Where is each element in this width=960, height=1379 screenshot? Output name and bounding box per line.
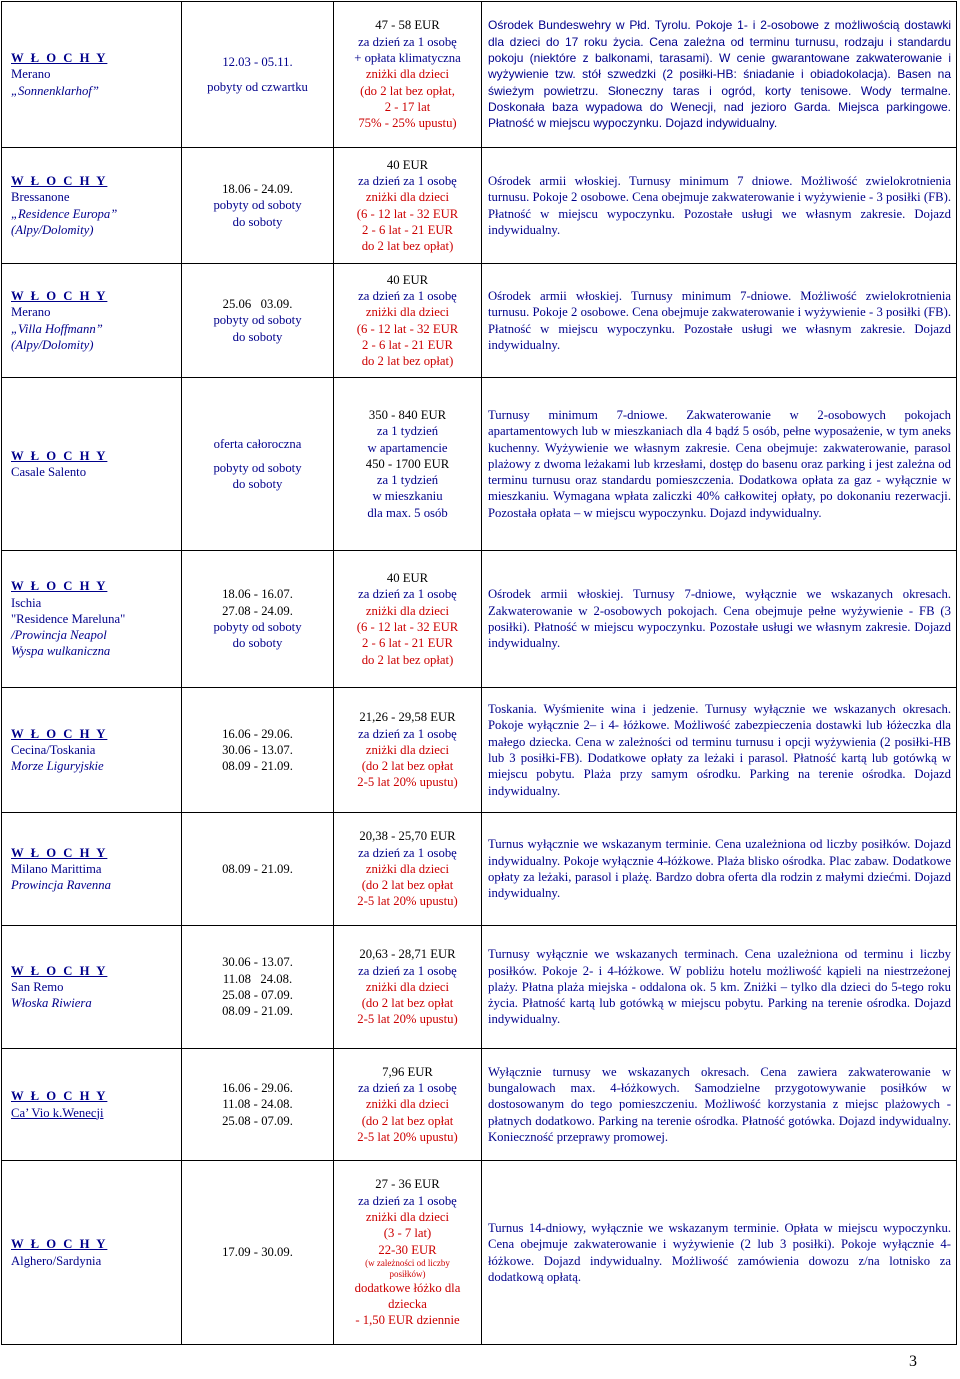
- offer-description: Turnus 14-dniowy, wyłącznie we wskazanym terminie. Opłata w miejscu wypoczynku. Cena obejmuje zakwaterowanie i wyżywienie (2 lub 3 posiłki). Pokoje wyłącznie 4-łóżkowe. Dojazd indywidualny. Możliwość zamówienia dowozu z/na lotnisko za dodatkową opłatą.: [488, 1220, 951, 1284]
- price-line: 2 - 6 lat - 21 EUR: [362, 636, 453, 651]
- price-amount: 20,38 - 25,70 EUR: [359, 829, 456, 844]
- table-row: [2, 378, 957, 551]
- price-line: za 1 tydzień: [376, 424, 439, 439]
- hotel-name: „Sonnenklarhof”: [11, 83, 99, 98]
- description-cell: [482, 1161, 957, 1345]
- location-cell: [2, 813, 182, 926]
- price-line: (do 2 lat bez opłat: [361, 878, 454, 893]
- price-cell: [334, 1161, 482, 1345]
- dates-cell: [182, 1049, 334, 1161]
- price-cell: [334, 813, 482, 926]
- price-line: dla max. 5 osób: [367, 505, 448, 520]
- date-range: 30.06 - 13.07.: [222, 955, 293, 970]
- price-amount: 40 EUR: [386, 272, 429, 287]
- price-line: do 2 lat bez opłat): [361, 354, 454, 369]
- hotel-name: „Residence Europa”: [11, 206, 118, 221]
- offer-description: Turnusy minimum 7-dniowe. Zakwaterowanie w 2-osobowych pokojach apartamentowych lub w mieszkaniach dla 4 bądź 5 osób, pełne wyposażenie, w tym aneks kuchenny. Wyżywienie we własnym zakresie. Cena obejmuje: zakwaterowanie, parasol plażowy z dwoma leżakami lub krzesłami, dostęp do basenu oraz parking i jest zależna od terminu turnusu oraz standardu pomieszczenia. Dodatkowa opłata za gaz - wyłącznie w mieszkaniu. Wymagana wpłata zaliczki 40% całkowitej opłaty, po dokonaniu rezerwacji. Pozostała opłata – w miejscu wypoczynku. Dojazd indywidualny.: [488, 407, 951, 520]
- price-amount: 7,96 EUR: [382, 1064, 433, 1079]
- price-line: (6 - 12 lat - 32 EUR: [356, 206, 459, 221]
- place-name: San Remo: [11, 979, 64, 994]
- location-cell: [2, 688, 182, 813]
- dates-cell: [182, 551, 334, 688]
- price-line: + opłata klimatyczna: [354, 51, 461, 66]
- date-range: 08.09 - 21.09.: [222, 759, 293, 774]
- stay-info: pobyty od soboty do soboty: [213, 313, 302, 344]
- table-row: [2, 1161, 957, 1345]
- price-line: dodatkowe łóżko dla dziecka: [354, 1280, 461, 1312]
- country-label: W Ł O C H Y: [11, 1237, 108, 1252]
- price-line: zniżki dla dzieci: [365, 1209, 450, 1224]
- country-label: W Ł O C H Y: [11, 1089, 108, 1104]
- country-label: W Ł O C H Y: [11, 448, 108, 463]
- price-line: 75% - 25% upustu): [358, 116, 457, 131]
- date-range: 27.08 - 24.09.: [222, 603, 293, 618]
- price-line: zniżki dla dzieci: [365, 603, 450, 618]
- location-cell: [2, 926, 182, 1049]
- place-name: Merano: [11, 305, 51, 320]
- date-range: 16.06 - 29.06.: [222, 726, 293, 741]
- location-cell: [2, 1161, 182, 1345]
- region-name: Wyspa wulkaniczna: [11, 644, 111, 659]
- country-label: W Ł O C H Y: [11, 288, 108, 303]
- price-amount: 40 EUR: [386, 571, 429, 586]
- price-amount: 27 - 36 EUR: [375, 1177, 440, 1192]
- price-line: zniżki dla dzieci: [365, 742, 450, 757]
- price-line: do 2 lat bez opłat): [361, 239, 454, 254]
- hotel-name: „Villa Hoffmann”: [11, 321, 103, 336]
- date-range: 11.08 24.08.: [222, 971, 293, 986]
- price-line: (do 2 lat bez opłat: [361, 759, 454, 774]
- price-cell: [334, 688, 482, 813]
- location-cell: [2, 264, 182, 378]
- place-name: Alghero/Sardynia: [11, 1253, 102, 1268]
- price-line: w apartamencie: [367, 440, 448, 455]
- price-amount: 21,26 - 29,58 EUR: [359, 710, 456, 725]
- date-range: 25.06 03.09.: [222, 297, 293, 312]
- region-name: (Alpy/Dolomity): [11, 222, 94, 237]
- table-row: [2, 148, 957, 264]
- price-line: za dzień za 1 osobę: [358, 288, 457, 303]
- table-row: [2, 688, 957, 813]
- description-cell: [482, 148, 957, 264]
- date-range: 08.09 - 21.09.: [222, 861, 293, 876]
- date-range: oferta całoroczna: [213, 436, 302, 451]
- price-line: w mieszkaniu: [372, 489, 443, 504]
- price-line: zniżki dla dzieci: [365, 861, 450, 876]
- price-line: 2-5 lat 20% upustu): [357, 1129, 458, 1144]
- price-amount: 40 EUR: [386, 157, 429, 172]
- place-name: Merano: [11, 67, 51, 82]
- description-cell: [482, 264, 957, 378]
- price-amount: 450 - 1700 EUR: [365, 456, 450, 471]
- date-range: 25.08 - 07.09.: [222, 1113, 293, 1128]
- price-cell: [334, 1049, 482, 1161]
- place-name: Casale Salento: [11, 465, 87, 479]
- place-name: Milano Marittima: [11, 861, 102, 876]
- price-line: 2 - 6 lat - 21 EUR: [362, 337, 453, 352]
- table-row: [2, 2, 957, 148]
- table-row: [2, 264, 957, 378]
- price-line: za dzień za 1 osobę: [358, 845, 457, 860]
- price-line: (do 2 lat bez opłat,: [360, 83, 455, 98]
- price-line: 22-30 EUR: [378, 1242, 437, 1257]
- stay-info: pobyty od soboty do soboty: [213, 460, 302, 492]
- stay-info: pobyty od soboty do soboty: [213, 620, 302, 651]
- price-line: 2-5 lat 20% upustu): [357, 1012, 458, 1027]
- offer-description: Ośrodek Bundeswehry w Płd. Tyrolu. Pokoje 1- i 2-osobowe z możliwością dostawki dla dzieci do 17 roku życia. Cena zależna od terminu turnusu, rodzaju i standardu pokoju (niektóre z balkonami, tarasami). W cenie gwarantowane zakwaterowanie i wyżywienie tzw. stół szwedzki (2 posiłki-HB: śniadanie i obiadokolacja). Basen na świeżym powietrzu. Słoneczny taras i ogród, korty tenisowe. Wody termalne. Doskonała baza wypadowa do Wenecji, nad jezioro Garda. Miejsca parkingowe. Płatność w miejscu wypoczynku. Dojazd indywidualny.: [488, 18, 951, 131]
- price-line: za dzień za 1 osobę: [358, 587, 457, 602]
- price-line: za dzień za 1 osobę: [358, 1081, 457, 1096]
- description-cell: [482, 1049, 957, 1161]
- page-number: 3: [909, 1353, 917, 1370]
- price-line: za dzień za 1 osobę: [358, 963, 457, 978]
- price-line: zniżki dla dzieci: [365, 67, 450, 82]
- table-row: [2, 813, 957, 926]
- price-line: za 1 tydzień: [376, 473, 439, 488]
- price-line: do 2 lat bez opłat): [361, 652, 454, 667]
- date-range: 08.09 - 21.09.: [222, 1004, 293, 1019]
- date-range: 11.08 - 24.08.: [222, 1097, 293, 1112]
- table-row: [2, 926, 957, 1049]
- location-cell: [2, 1049, 182, 1161]
- offer-description: Ośrodek armii włoskiej. Turnusy minimum 7 dniowe. Możliwość zwielokrotnienia turnusu. Pokoje 2 osobowe. Cena obejmuje zakwaterowanie i wyżywienie - 3 posiłki (FB). Płatność w miejscu wypoczynku. Pozostałe usługi we własnym zakresie. Dojazd indywidualny.: [488, 173, 951, 237]
- date-range: 18.06 - 16.07.: [222, 587, 293, 602]
- offer-description: Wyłącznie turnusy we wskazanych okresach. Cena zawiera zakwaterowanie w bungalowach max. 4-łóżkowych. Samodzielne przygotowywanie posiłków w dostosowanym do tego pomieszczeniu. Możliwość korzystania z miejsc plażowych - płatnych dodatkowo. Parking na terenie ośrodka. Płatność gotówka. Dojazd indywidualny. Konieczność przeprawy promowej.: [488, 1064, 951, 1144]
- dates-cell: [182, 378, 334, 551]
- date-range: 25.08 - 07.09.: [222, 988, 293, 1002]
- dates-cell: [182, 148, 334, 264]
- description-cell: [482, 813, 957, 926]
- place-name: Cecina/Toskania: [11, 742, 96, 757]
- dates-cell: [182, 926, 334, 1049]
- location-cell: [2, 378, 182, 551]
- table-row: [2, 551, 957, 688]
- price-cell: [334, 551, 482, 688]
- stay-info: pobyty od soboty do soboty: [213, 198, 302, 229]
- region-name: Prowincja Ravenna: [11, 878, 111, 893]
- offer-description: Turnusy wyłącznie we wskazanych terminach. Cena uzależniona od terminu i liczby posiłków. Pokoje 2- i 4-łóżkowe. W pobliżu hotelu możliwość kąpieli na niestrzeżonej plaży. Płatna plaża miejska - oddalona ok. 5 km. Zniżki – tylko dla dzieci do 5-tego roku życia. Płatność kartą lub gotówką w miejscu pobytu. Parking na terenie ośrodka. Dojazd indywidualny.: [488, 947, 951, 1027]
- region-name: Morze Liguryjskie: [11, 759, 104, 774]
- price-amount: 350 - 840 EUR: [368, 407, 447, 422]
- price-line: zniżki dla dzieci: [365, 190, 450, 205]
- offer-description: Ośrodek armii włoskiej. Turnusy 7-dniowe, wyłącznie we wskazanych okresach. Zakwaterowanie w 2-osobowych pokojach. Cena obejmuje pełne wyżywienie - FB (3 posiłki). Płatność w miejscu wypoczynku. Pozostałe usługi we własnym zakresie. Dojazd indywidualny.: [488, 587, 951, 651]
- price-line: za dzień za 1 osobę: [358, 34, 457, 49]
- country-label: W Ł O C H Y: [11, 579, 108, 594]
- price-line: (3 - 7 lat): [383, 1226, 432, 1241]
- region-name: (Alpy/Dolomity): [11, 337, 94, 352]
- date-range: 17.09 - 30.09.: [222, 1245, 293, 1260]
- offer-description: Turnus wyłącznie we wskazanym terminie. Cena uzależniona od liczby posiłków. Dojazd indywidualny. Pokoje wyłącznie 4-łóżkowe. Plaża blisko ośrodka. Plac zabaw. Dodatkowe opłaty za leżaki, parasol i plażę. Bardzo dobra oferta dla rodzin z małymi dziećmi. Dojazd indywidualny.: [488, 837, 951, 901]
- place-name: Bressanone: [11, 190, 70, 205]
- offers-table: [1, 1, 957, 1345]
- country-label: W Ł O C H Y: [11, 726, 108, 741]
- price-line: (6 - 12 lat - 32 EUR: [356, 620, 459, 634]
- country-label: W Ł O C H Y: [11, 963, 108, 978]
- price-line: 2-5 lat 20% upustu): [357, 775, 458, 790]
- price-line: (6 - 12 lat - 32 EUR: [356, 321, 459, 336]
- price-line: - 1,50 EUR dziennie: [355, 1313, 460, 1328]
- price-line: 2 - 6 lat - 21 EUR: [362, 222, 453, 237]
- stay-info: pobyty od czwartku: [207, 79, 308, 94]
- location-cell: [2, 551, 182, 688]
- offer-description: Ośrodek armii włoskiej. Turnusy minimum 7-dniowe. Możliwość zwielokrotnienia turnusu. Pokoje 2 osobowe. Cena obejmuje zakwaterowanie i wyżywienie - 3 posiłki (FB). Płatność w miejscu wypoczynku. Pozostałe usługi we własnym zakresie. Dojazd indywidualny.: [488, 288, 951, 352]
- price-line: zniżki dla dzieci: [365, 979, 450, 994]
- price-cell: [334, 2, 482, 148]
- place-name: Ca’ Vio k.Wenecji: [11, 1105, 104, 1120]
- region-name: Włoska Riwiera: [11, 996, 92, 1011]
- price-cell: [334, 926, 482, 1049]
- dates-cell: [182, 2, 334, 148]
- price-line: za dzień za 1 osobę: [358, 726, 457, 741]
- price-line: zniżki dla dzieci: [365, 1097, 450, 1112]
- price-line: 2-5 lat 20% upustu): [357, 894, 458, 909]
- price-line: zniżki dla dzieci: [365, 305, 450, 320]
- price-line: (w zależności od liczby posiłków): [365, 1257, 450, 1279]
- price-line: (do 2 lat bez opłat: [361, 1113, 454, 1128]
- hotel-name: "Residence Mareluna": [11, 611, 126, 626]
- description-cell: [482, 688, 957, 813]
- date-range: 18.06 - 24.09.: [222, 182, 293, 197]
- price-amount: 47 - 58 EUR: [375, 18, 440, 33]
- place-name: Ischia: [11, 595, 42, 610]
- dates-cell: [182, 688, 334, 813]
- price-line: za dzień za 1 osobę: [358, 173, 457, 188]
- location-cell: [2, 2, 182, 148]
- description-cell: [482, 2, 957, 148]
- country-label: W Ł O C H Y: [11, 845, 108, 860]
- price-amount: 20,63 - 28,71 EUR: [359, 947, 456, 962]
- price-cell: [334, 148, 482, 264]
- description-cell: [482, 378, 957, 551]
- description-cell: [482, 926, 957, 1049]
- country-label: W Ł O C H Y: [11, 51, 108, 66]
- price-line: (do 2 lat bez opłat: [361, 996, 454, 1011]
- dates-cell: [182, 1161, 334, 1345]
- price-line: za dzień za 1 osobę: [358, 1193, 457, 1208]
- table-row: [2, 1049, 957, 1161]
- price-cell: [334, 264, 482, 378]
- price-cell: [334, 378, 482, 551]
- price-line: 2 - 17 lat: [384, 99, 431, 114]
- description-cell: [482, 551, 957, 688]
- location-cell: [2, 148, 182, 264]
- country-label: W Ł O C H Y: [11, 173, 108, 188]
- date-range: 16.06 - 29.06.: [222, 1081, 293, 1096]
- dates-cell: [182, 813, 334, 926]
- date-range: 30.06 - 13.07.: [222, 742, 293, 757]
- dates-cell: [182, 264, 334, 378]
- offer-description: Toskania. Wyśmienite wina i jedzenie. Turnusy wyłącznie we wskazanych okresach. Pokoje wyłącznie 2– i 4- łóżkowe. Możliwość zabezpieczenia dostawki lub łóżeczka dla małego dziecka. Cena w zależności od terminu turnusu i opcji wyżywienia (2 posiłki-HB lub 3 posiłki-FB). Dodatkowe opłaty za leżaki i parasol. Płatność kartą lub gotówką w miejscu pobytu. Plaża przy samym ośrodku. Parking na terenie ośrodka. Dojazd indywidualny.: [488, 702, 951, 798]
- date-range: 12.03 - 05.11.: [222, 55, 293, 70]
- region-name: /Prowincja Neapol: [11, 628, 107, 643]
